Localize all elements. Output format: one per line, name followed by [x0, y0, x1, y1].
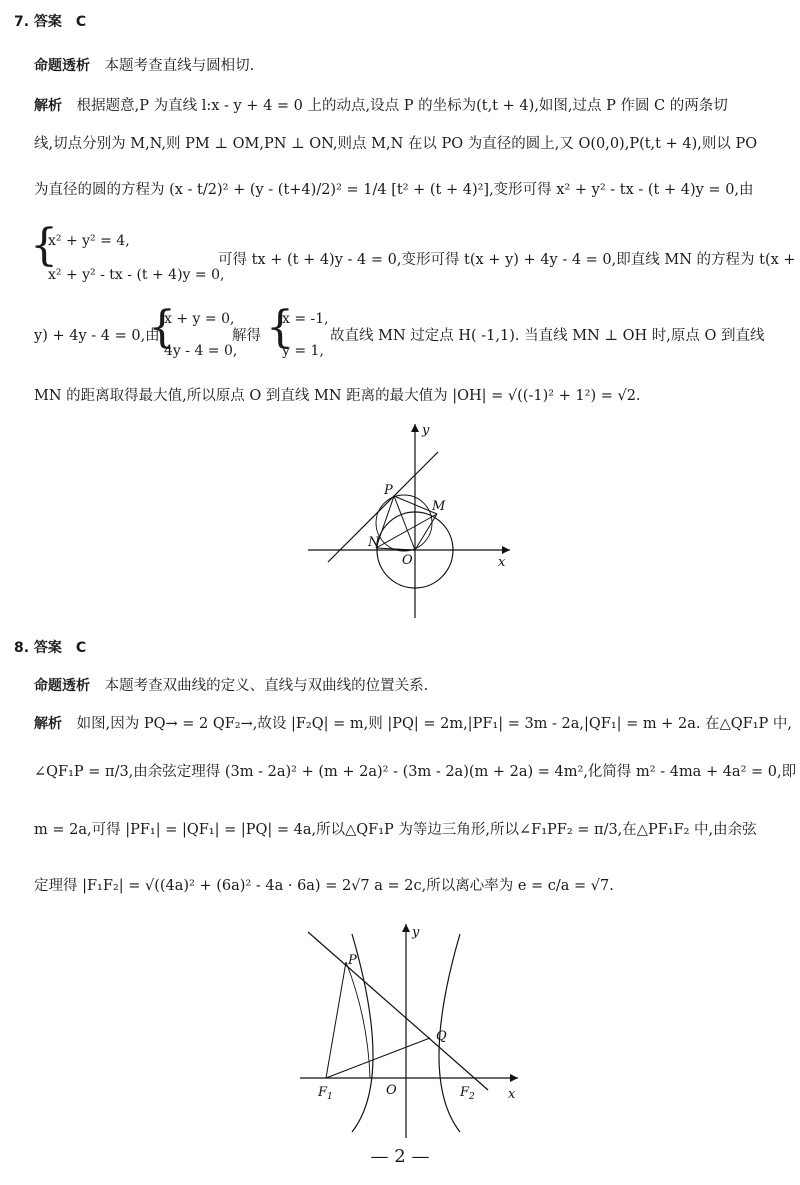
- q7-system-1-eq-b: x² + y² - tx - (t + 4)y = 0,: [48, 267, 225, 283]
- q7-system-2-eq-a: x + y = 0,: [164, 311, 235, 327]
- segment-om: [415, 514, 437, 550]
- q7-analysis-text: 本题考查直线与圆相切.: [104, 58, 255, 74]
- q8-analysis-row: [34, 676, 780, 696]
- q7-system-1-eq-a: x² + y² = 4,: [48, 233, 130, 249]
- q7-answer-heading: 7. 答案 C: [14, 14, 87, 30]
- q8-answer-heading: 8. 答案 C: [14, 640, 87, 656]
- label-f1: $F_1$: [318, 1085, 333, 1102]
- q7-system-1-brace: {: [30, 220, 58, 271]
- q8-analysis-label: 命题透析: [34, 678, 90, 694]
- q7-analysis-label: 命题透析: [34, 58, 90, 74]
- q7-system-2-eq-b: 4y - 4 = 0,: [164, 343, 238, 359]
- q8-analysis-text: 本题考查双曲线的定义、直线与双曲线的位置关系.: [104, 678, 429, 694]
- q7-solution-line-5-pre: y) + 4y - 4 = 0,由: [34, 328, 160, 344]
- q8-solution-label: 解析: [34, 716, 62, 732]
- label-x: x: [498, 555, 506, 570]
- segment-po: [394, 496, 415, 550]
- line-pq-f2: [308, 932, 488, 1090]
- q7-circle-tangent-figure: [300, 418, 520, 622]
- q7-solution-line-2: 线,切点分别为 M,N,则 PM ⊥ OM,PN ⊥ ON,则点 M,N 在以 PO 为直径的圆上,又 O(0,0),P(t,t + 4),则以 PO: [34, 136, 758, 152]
- x-axis-arrow: [510, 1074, 518, 1082]
- q8-solution-line-3: m = 2a,可得 |PF₁| = |QF₁| = |PQ| = 4a,所以△QF₁P 为等边三角形,所以∠F₁PF₂ = π/3,在△PF₁F₂ 中,由余弦: [34, 822, 757, 838]
- label-p: P: [384, 483, 393, 498]
- page-number-footer: — 2 —: [370, 1146, 430, 1167]
- q7-system-3-eq-b: y = 1,: [282, 343, 324, 359]
- y-axis-arrow: [411, 424, 419, 432]
- label-y: y: [422, 423, 430, 438]
- q7-solution-text-1: 根据题意,P 为直线 l:x - y + 4 = 0 上的动点,设点 P 的坐标为(t,t + 4),如图,过点 P 作圆 C 的两条切: [76, 98, 728, 114]
- q7-solution-line-3: 为直径的圆的方程为 (x - t/2)² + (y - (t+4)/2)² = 1/4 [t² + (t + 4)²],变形可得 x² + y² - tx - (t + 4)y = 0,由: [34, 182, 754, 198]
- label-n: N: [368, 535, 380, 550]
- q7-solution-label: 解析: [34, 98, 62, 114]
- label-p: P: [348, 953, 357, 968]
- q8-solution-line-1: [34, 714, 793, 734]
- q7-system-3-eq-a: x = -1,: [282, 311, 329, 327]
- arc-auxiliary: [346, 962, 370, 1078]
- label-o: O: [386, 1083, 397, 1098]
- label-q: Q: [436, 1029, 447, 1044]
- q7-system-2-brace: {: [148, 302, 176, 353]
- x-axis-arrow: [502, 546, 510, 554]
- q7-solution-line-5-post: 故直线 MN 过定点 H( -1,1). 当直线 MN ⊥ OH 时,原点 O 到直线: [330, 328, 765, 344]
- q7-solution-line-4: 可得 tx + (t + 4)y - 4 = 0,变形可得 t(x + y) + 4y - 4 = 0,即直线 MN 的方程为 t(x +: [218, 252, 796, 268]
- q7-system-3-brace: {: [266, 302, 294, 353]
- q7-solution-line-5-mid: 解得: [232, 328, 261, 344]
- segment-mn: [376, 514, 437, 548]
- label-f2: $F_2$: [460, 1085, 475, 1102]
- q7-solution-line-6: MN 的距离取得最大值,所以原点 O 到直线 MN 距离的最大值为 |OH| = √((-1)² + 1²) = √2.: [34, 388, 641, 404]
- label-m: M: [432, 499, 446, 514]
- q7-analysis-row: [34, 56, 780, 76]
- y-axis-arrow: [402, 924, 410, 932]
- segment-f1q: [326, 1038, 430, 1078]
- q8-solution-line-4: 定理得 |F₁F₂| = √((4a)² + (6a)² - 4a · 6a) = 2√7 a = 2c,所以离心率为 e = c/a = √7.: [34, 878, 614, 894]
- q8-solution-text-1: 如图,因为 PQ→ = 2 QF₂→,故设 |F₂Q| = m,则 |PQ| = 2m,|PF₁| = 3m - 2a,|QF₁| = m + 2a. 在△QF₁P 中,: [76, 716, 793, 732]
- q8-solution-line-2: ∠QF₁P = π/3,由余弦定理得 (3m - 2a)² + (m + 2a)² - (3m - 2a)(m + 2a) = 4m²,化简得 m² - 4ma + 4a² = 0,即: [34, 764, 797, 780]
- q8-hyperbola-figure: [290, 918, 530, 1140]
- label-o: O: [402, 553, 413, 568]
- label-y: y: [412, 925, 420, 940]
- q7-solution-line-1: [34, 96, 780, 116]
- segment-f1p: [326, 962, 346, 1078]
- label-x: x: [508, 1087, 516, 1102]
